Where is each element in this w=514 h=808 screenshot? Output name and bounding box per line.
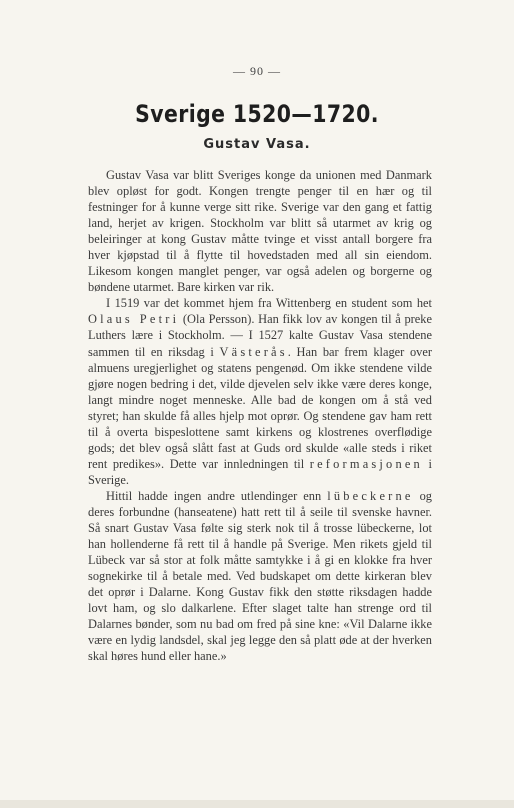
page-number: — 90 —	[233, 64, 281, 78]
paragraph-3	[88, 488, 432, 665]
spaced-name-olaus-petri: Olaus Petri	[88, 312, 180, 327]
paragraph-2-text-a: I 1519 var det kommet hjem fra Wittenberg en student som het	[106, 296, 432, 311]
page-bottom-edge	[0, 800, 514, 808]
paragraph-2	[88, 295, 432, 488]
paragraph-3-text-a: Hittil hadde ingen andre utlendinger enn	[106, 488, 328, 503]
paragraph-2-text-c: . Han bar frem klager over almuens uregjerlighet og statens pengenød. Om ikke stendene vilde gjøre nogen bedring i det, vilde djevelen selv ikke være deres konge, langt mindre noget menneske. Alle bad de kongen om å stå ved styret; han skulde få alles hjelp mot oprør. Og stendene gav ham rett til å overta bispeslottene samt kirkens og klostrenes overflødige gods; det blev også slått fast at Guds ord skulde «alle steds i riket rent predikes». Dette var innledningen til	[88, 344, 432, 471]
paragraph-3-text-b: og deres forbundne (hanseatene) hatt rett til å seile til svenske havner. Så snart Gustav Vasa følte sig sterk nok til å trosse lübeckerne, lot han hollenderne få rett til å handle på Sverige. Men rikets gjeld til Lübeck var så stor at folk måtte samtykke i å gi en klokke fra hver sognekirke til å betale med. Ved budskapet om dette kirkeran blev det oprør i Dalarne. Kong Gustav fikk den støtte riksdagen hadde lovt ham, og slo dalkarlene. Efter slaget talte han strenge ord til Dalarnes bønder, som nu bad om fred på sine kne: «Vil Dalarne ikke være en lydig landsdel, skal jeg legge den så platt øde at der hverken skal høres hund eller hane.»	[88, 488, 432, 664]
spaced-place-vasteras: Västerås	[219, 344, 288, 359]
paragraph-2-text-d: i Sverige.	[88, 456, 432, 487]
spaced-word-lubeckerne: lübeckerne	[327, 488, 414, 503]
body-text	[88, 167, 432, 664]
paragraph-2-text-b: (Ola Persson). Han fikk lov av kongen til å preke Luthers lære i Stockholm. — I 1527 kalte Gustav Vasa stendene sammen til en riksdag i	[88, 312, 433, 359]
paragraph-1: Gustav Vasa var blitt Sveriges konge da unionen med Danmark blev opløst for godt. Kongen trengte penger til en hær og til festninger for å kunne verge sitt rike. Sverige var den gang et fattig land, herjet av krigen. Stockholm var blitt så utarmet av krig og beleiringer at kong Gustav måtte tvinge et visst antall borgere fra hver kjøpstad til å flytte til hovedstaden med all sin eiendom. Likesom kongen manglet penger, var også adelen og borgerne og bøndene utarmet. Bare kirken var rik.	[88, 168, 432, 295]
chapter-title: Sverige 1520—1720.	[135, 100, 379, 128]
chapter-subtitle: Gustav Vasa.	[203, 137, 311, 152]
spaced-word-reformasjonen: reformasjonen	[309, 456, 423, 471]
